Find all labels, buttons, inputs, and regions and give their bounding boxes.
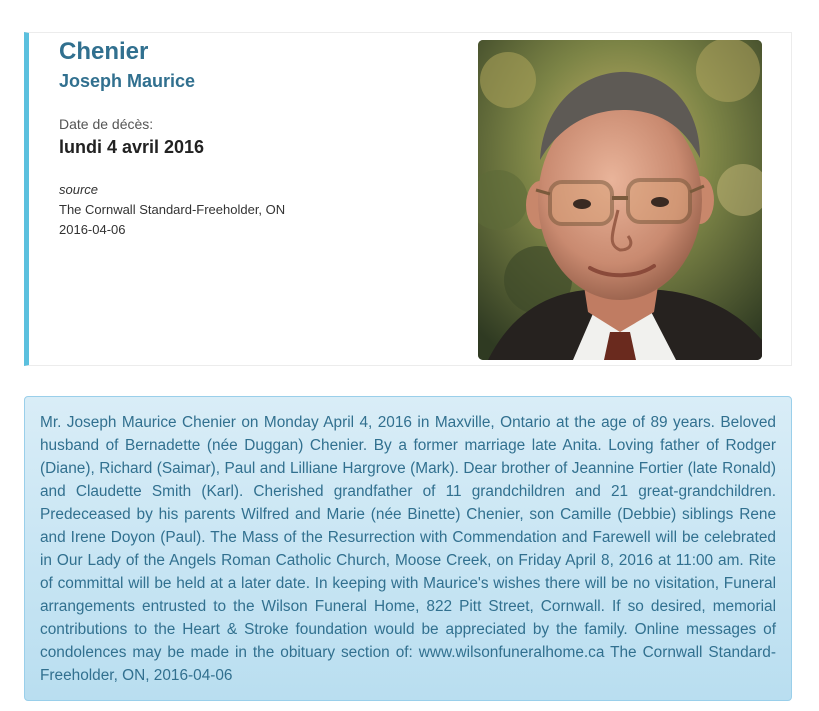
source-label: source [59, 182, 99, 197]
source-date: 2016-04-06 [59, 222, 126, 237]
given-names: Joseph Maurice [59, 71, 196, 91]
death-date-label: Date de décès: [59, 116, 154, 132]
source-name: The Cornwall Standard-Freeholder, ON [59, 202, 286, 217]
obituary-text: Mr. Joseph Maurice Chenier on Monday April 4, 2016 in Maxville, Ontario at the age of 89 years. Beloved husband of Bernadette (née Duggan) Chenier. By a former marriage late Anita. Loving father of Rodger (Diane), Richard (Saimar), Paul and Lilliane Hargrove (Mark). Dear brother of Jeannine Fortier (late Ronald) and Claudette Smith (Karl). Cherished grandfather of 11 grandchildren and 21 great-grandchildren. Predeceased by his parents Wilfred and Marie (née Binette) Chenier, son Camille (Debbie) siblings Rene and Irene Doyon (Paul). The Mass of the Resurrection with Commendation and Farewell will be celebrated in Our Lady of the Angels Roman Catholic Church, Moose Creek, on Friday April 8, 2016 at 11:00 am. Rite of committal will be held at a later date. In keeping with Maurice's wishes there will be no visitation, Funeral arrangements entrusted to the Wilson Funeral Home, 822 Pitt Street, Cornwall. If so desired, memorial contributions to the Heart & Stroke foundation would be appreciated by the family. Online messages of condolences may be made in the obituary section of: www.wilsonfuneralhome.ca The Cornwall Standard-Freeholder, ON, 2016-04-06 [40, 414, 776, 684]
portrait-photo [478, 40, 762, 360]
death-date-value: lundi 4 avril 2016 [59, 137, 205, 157]
obituary-header-card [24, 32, 792, 366]
obituary-text-box [24, 396, 792, 701]
surname-heading: Chenier [59, 38, 149, 65]
portrait-illustration [478, 40, 762, 360]
